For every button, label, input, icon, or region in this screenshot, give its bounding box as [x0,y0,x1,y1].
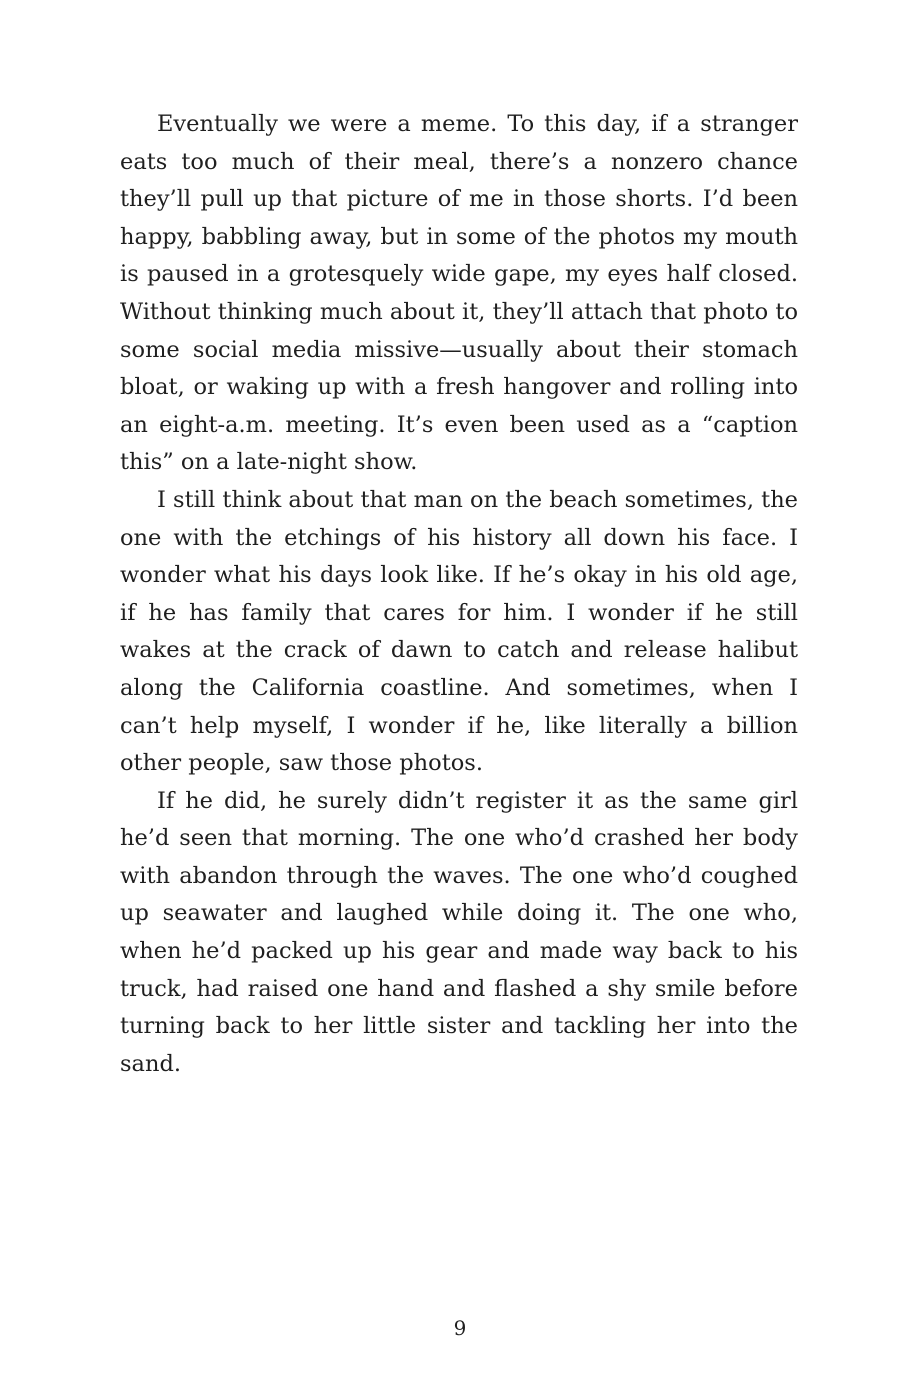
paragraph-2: I still think about that man on the beach sometimes, the one with the etchings of his history all down his face. I wonder what his days look like. If he’s okay in his old age, if he has family that cares for him. I wonder if he still wakes at the crack of dawn to catch and release halibut along the California coastline. And sometimes, when I can’t help myself, I wonder if he, like literally a billion other people, saw those photos. [120,486,798,777]
paragraph-3: If he did, he surely didn’t register it as the same girl he’d seen that morning. The one who’d crashed her body with abandon through the waves. The one who’d coughed up seawater and laughed while doing it. The one who, when he’d packed up his gear and made way back to his truck, had raised one hand and flashed a shy smile before turning back to her little sister and tackling her into the sand. [120,787,798,1077]
page-number: 9 [453,1316,467,1340]
body-text [120,106,798,1083]
paragraph-1: Eventually we were a meme. To this day, if a stranger eats too much of their meal, there’s a nonzero chance they’ll pull up that picture of me in those shorts. I’d been happy, babbling away, but in some of the photos my mouth is paused in a grotesquely wide gape, my eyes half closed. Without thinking much about it, they’ll attach that photo to some social media missive—usually about their stomach bloat, or waking up with a fresh hangover and rolling into an eight-a.m. meeting. It’s even been used as a “caption this” on a late-night show. [120,111,798,476]
